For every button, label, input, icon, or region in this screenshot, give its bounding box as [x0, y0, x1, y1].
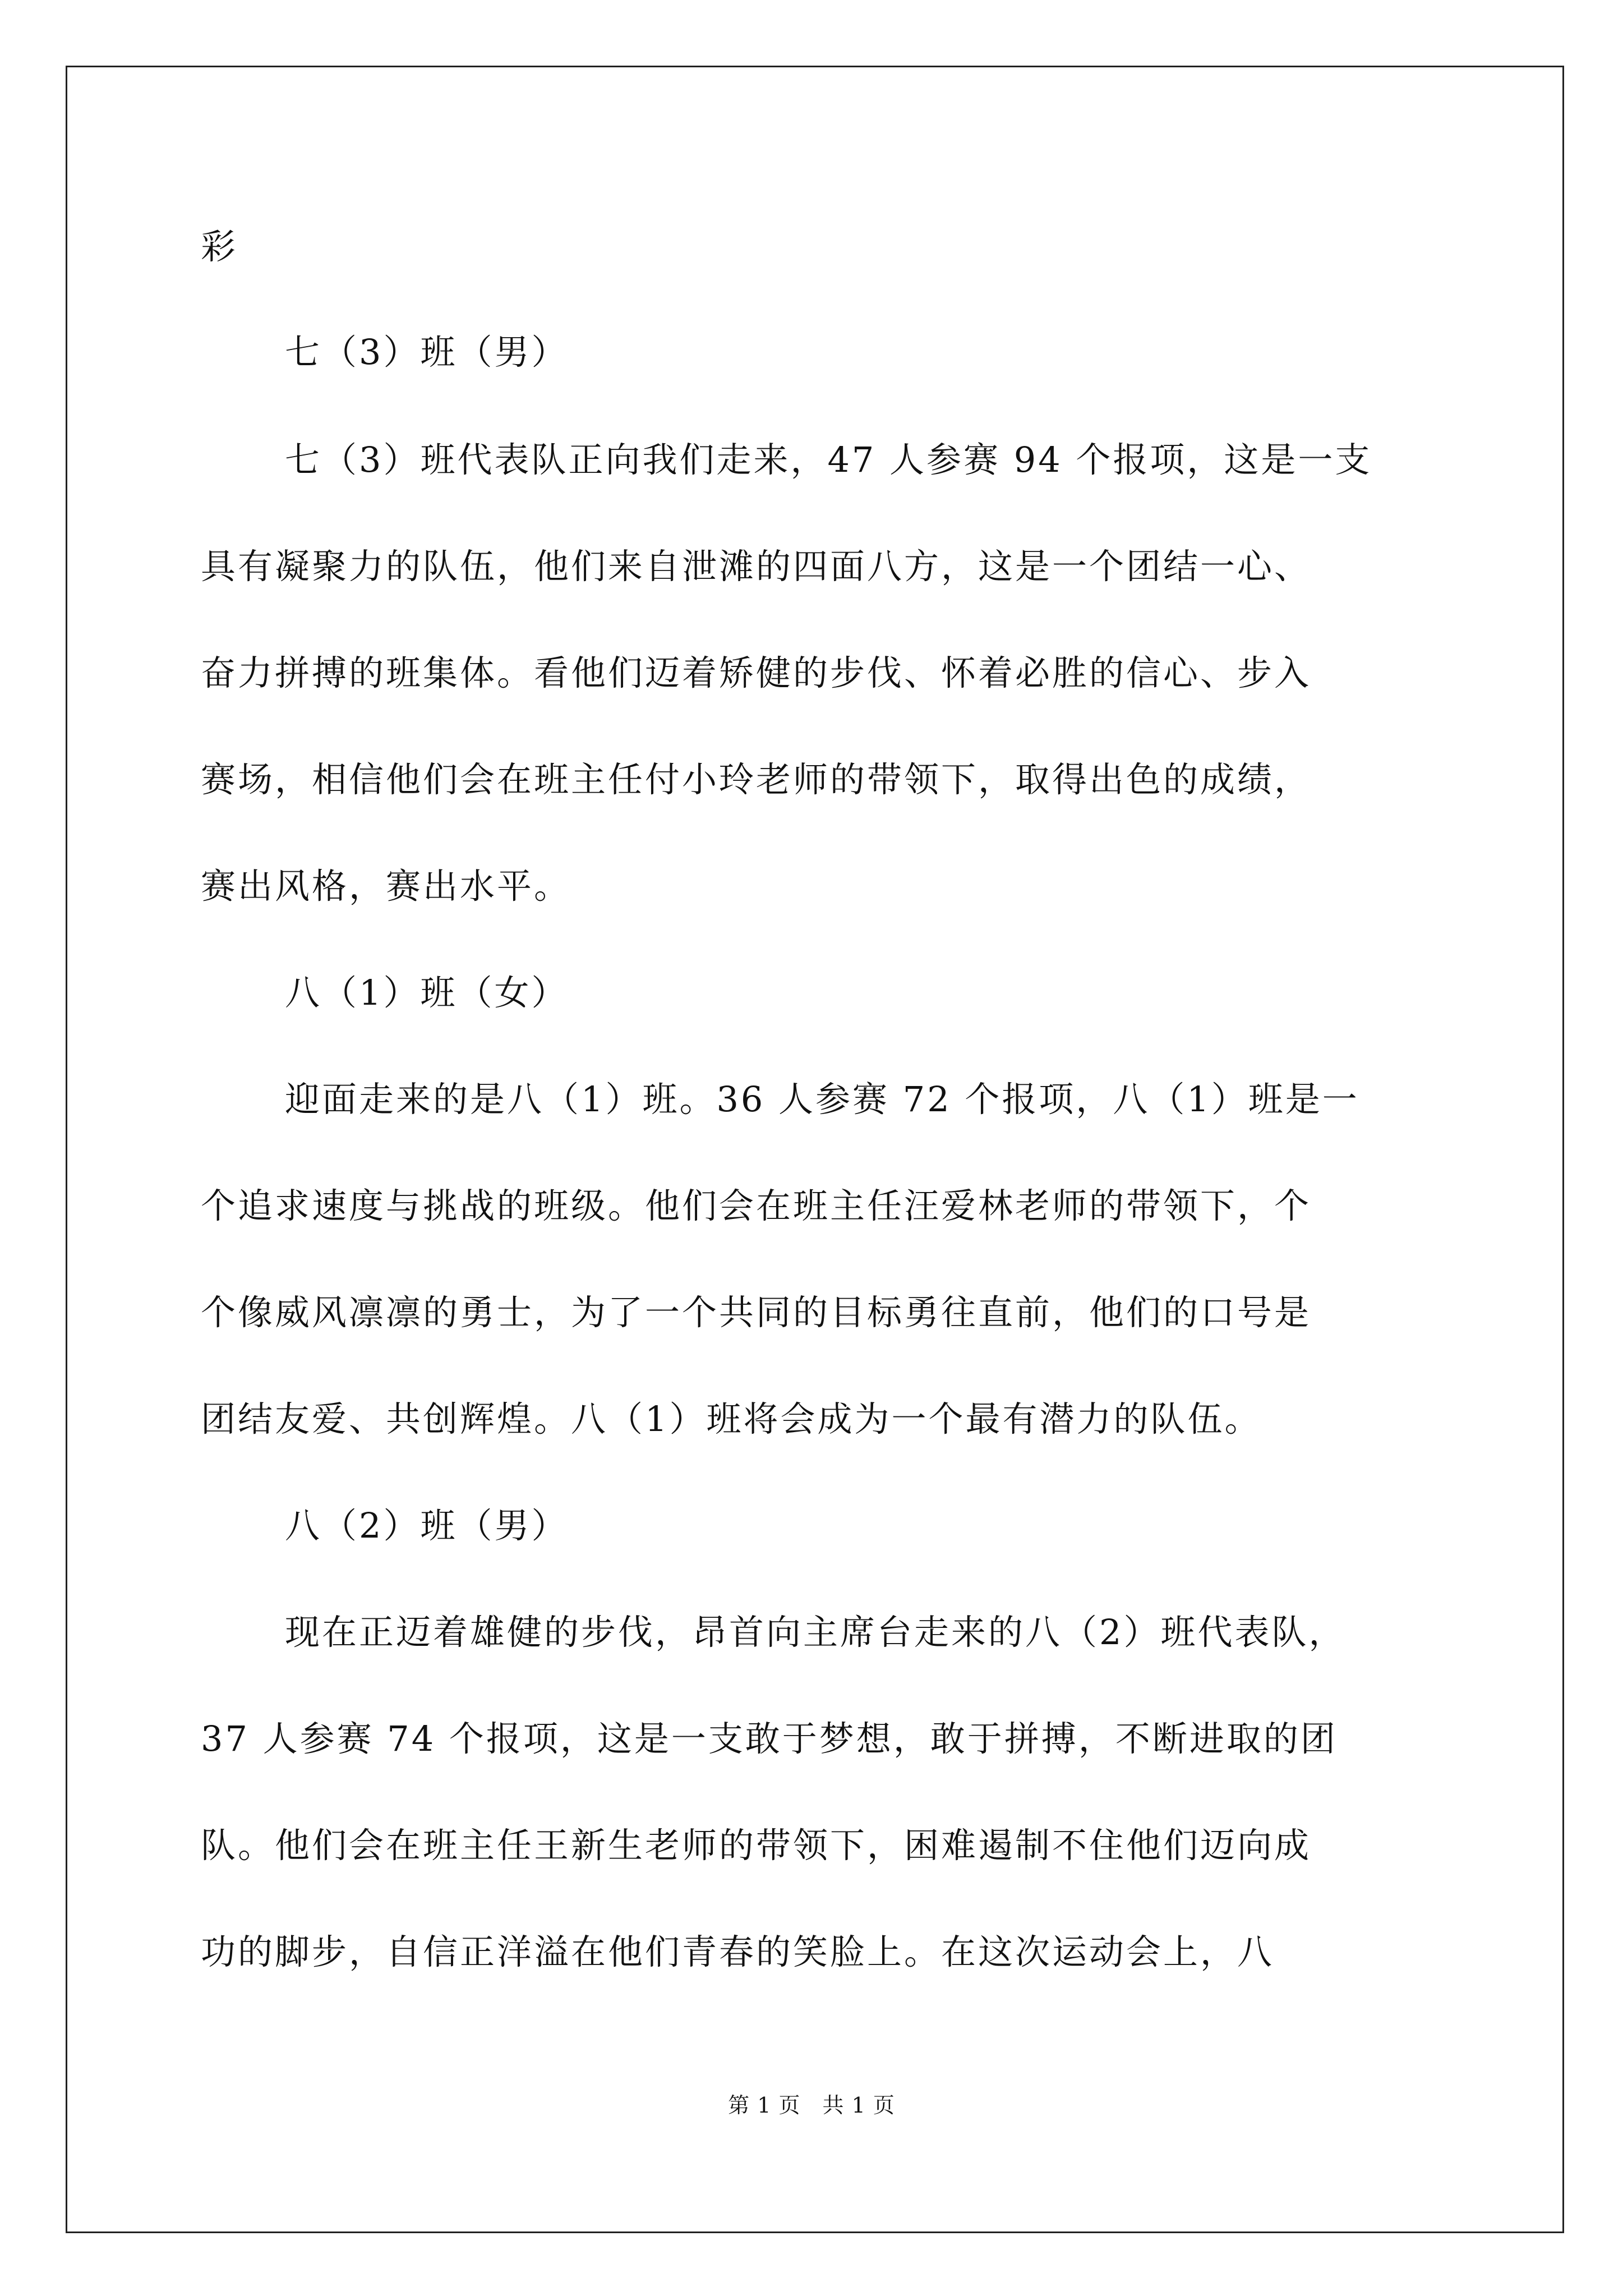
text-line: 彩: [201, 226, 238, 267]
page-border: [66, 66, 1564, 2233]
paragraph-line: 个像威风凛凛的勇士，为了一个共同的目标勇往直前，他们的口号是: [201, 1292, 1312, 1333]
paragraph-line: 迎面走来的是八（1）班。36 人参赛 72 个报项，八（1）班是一: [285, 1079, 1359, 1120]
paragraph-line: 具有凝聚力的队伍，他们来自泄滩的四面八方，这是一个团结一心、: [201, 546, 1312, 587]
paragraph-line: 功的脚步，自信正洋溢在他们青春的笑脸上。在这次运动会上，八: [201, 1931, 1275, 1972]
paragraph-line: 现在正迈着雄健的步伐，昂首向主席台走来的八（2）班代表队，: [285, 1612, 1346, 1653]
section-heading: 八（2）班（男）: [285, 1505, 569, 1546]
paragraph-line: 奋力拼搏的班集体。看他们迈着矫健的步伐、怀着必胜的信心、步入: [201, 652, 1312, 693]
section-heading: 七（3）班（男）: [285, 332, 569, 372]
paragraph-line: 七（3）班代表队正向我们走来，47 人参赛 94 个报项，这是一支: [285, 439, 1372, 480]
paragraph-line: 赛出风格，赛出水平。: [201, 866, 571, 907]
paragraph-line: 赛场，相信他们会在班主任付小玲老师的带领下，取得出色的成绩，: [201, 759, 1312, 800]
section-heading: 八（1）班（女）: [285, 972, 569, 1013]
paragraph-line: 37 人参赛 74 个报项，这是一支敢于梦想，敢于拼搏，不断进取的团: [201, 1718, 1338, 1759]
page-number-footer: 第 1 页 共 1 页: [728, 2093, 895, 2118]
paragraph-line: 个追求速度与挑战的班级。他们会在班主任汪爱林老师的带领下，个: [201, 1185, 1312, 1226]
paragraph-line: 团结友爱、共创辉煌。八（1）班将会成为一个最有潜力的队伍。: [201, 1398, 1262, 1439]
paragraph-line: 队。他们会在班主任王新生老师的带领下，困难遏制不住他们迈向成: [201, 1825, 1312, 1866]
